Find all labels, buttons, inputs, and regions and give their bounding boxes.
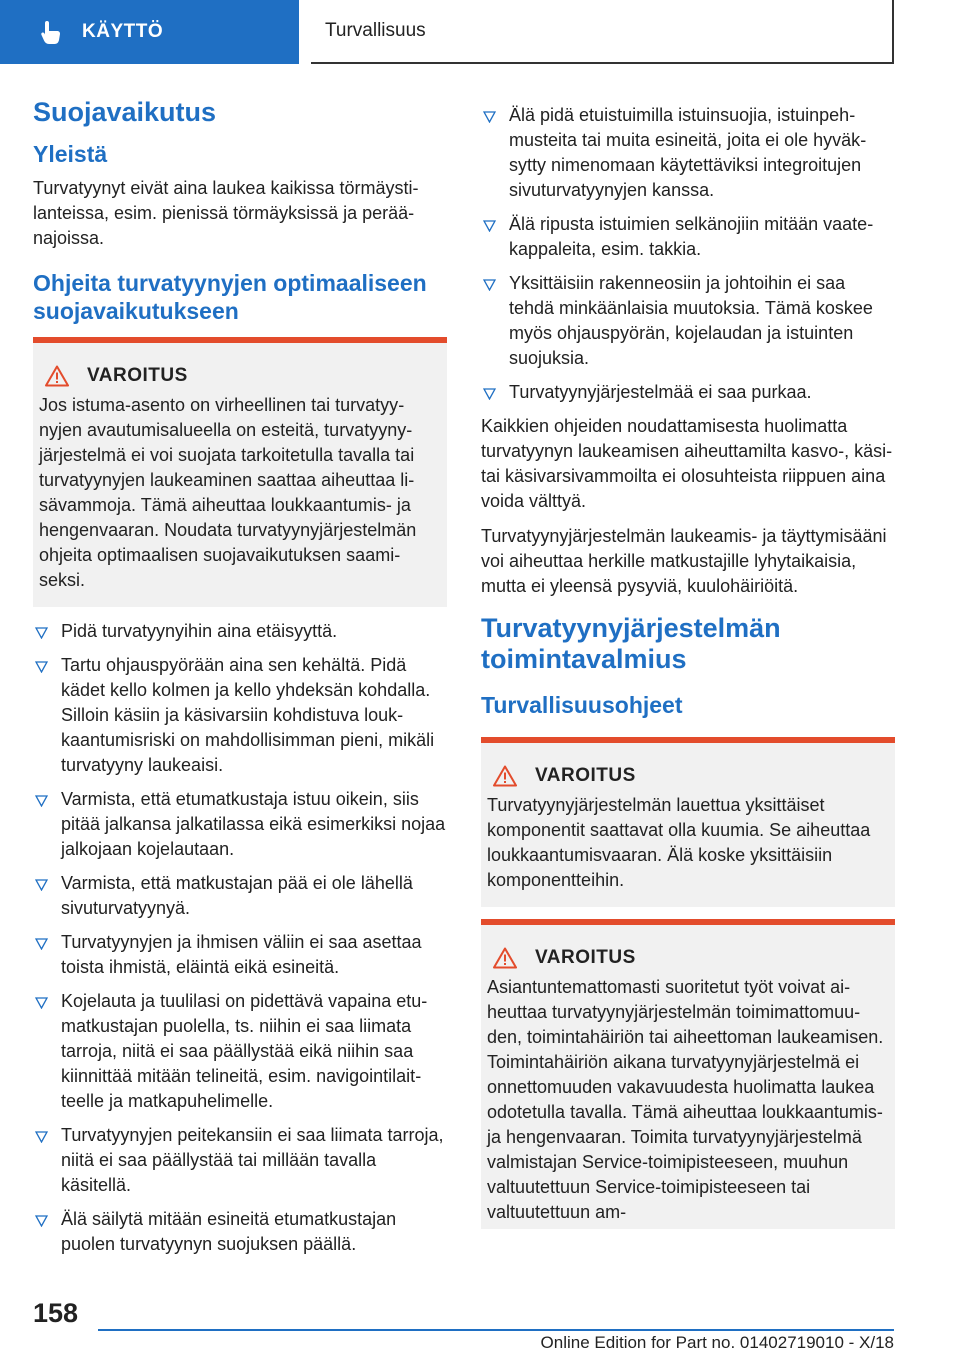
- list-item-text: Varmista, että matkustajan pää ei ole lähellä sivuturvatyynyä.: [61, 873, 413, 918]
- warning-title: VAROITUS: [87, 365, 188, 386]
- triangle-bullet-icon: [35, 879, 48, 891]
- list-item: [33, 989, 447, 1114]
- section-tab[interactable]: [0, 0, 299, 64]
- subsection-title-general: Yleistä: [33, 141, 108, 167]
- footer-divider: [98, 1329, 894, 1331]
- page-number: 158: [33, 1298, 79, 1328]
- triangle-bullet-icon: [35, 1131, 48, 1143]
- warning-title: VAROITUS: [535, 947, 636, 968]
- list-item: [33, 1123, 447, 1198]
- paragraph: Turvatyynyjärjestelmän laukeamis- ja täyttymisääni voi aiheuttaa herkille matkustajille lyhytaikaisia, mutta ei yleensä pysyviä, kuulohäiriöitä.: [481, 526, 887, 596]
- list-item: [33, 787, 447, 862]
- warning-box: [481, 919, 895, 1229]
- bullet-list: [33, 619, 447, 1257]
- warning-title: VAROITUS: [535, 765, 636, 786]
- list-item: [481, 380, 895, 405]
- subsection-title-safety: Turvallisuusohjeet: [481, 692, 683, 718]
- section-tab-label: KÄYTTÖ: [82, 21, 164, 42]
- warning-text: Asiantuntemattomasti suoritetut työt voivat aiheuttaa turvatyynyjärjestelmän toimimattomuuden, toimintahäiriön tai aiheettoman laukeamisen. Toimintahäiriön aikana turvatyynyjärjestelmä ei onnettomuuden vakavuudesta huolimatta laukea odotetulla tavalla. Tämä aiheuttaa loukkaantumis- ja hengenvaaran. Toimita turvatyynyjärjestelmä valmistajan Service-toimipisteeseen, muuhun valtuutettuun Service-toimipisteeseen tai valtuutettuun am-: [487, 977, 884, 1222]
- warning-triangle-icon: [493, 947, 517, 969]
- warning-box: [33, 337, 447, 607]
- section-title: Suojavaikutus: [33, 97, 217, 127]
- section-title: Turvatyynyjärjestelmän toimintavalmius: [481, 613, 781, 674]
- list-item: [33, 653, 447, 778]
- list-item-text: Turvatyynyjen ja ihmisen väliin ei saa asettaa toista ihmistä, eläintä eikä esineitä.: [61, 932, 422, 977]
- list-item-text: Turvatyynyjen peitekansiin ei saa liimata tarroja, niitä ei saa päällystää tai millään tavalla käsitellä.: [61, 1125, 444, 1195]
- warning-box: [481, 737, 895, 907]
- triangle-bullet-icon: [35, 627, 48, 639]
- list-item-text: Pidä turvatyynyihin aina etäisyyttä.: [61, 621, 338, 641]
- triangle-bullet-icon: [35, 795, 48, 807]
- breadcrumb: [311, 0, 894, 64]
- triangle-bullet-icon: [35, 938, 48, 950]
- warning-header: [39, 365, 439, 387]
- list-item: [481, 212, 895, 262]
- subsection-title-instructions: Ohjeita turvatyynyjen optimaaliseen suojavaikutukseen: [33, 270, 427, 324]
- triangle-bullet-icon: [35, 1215, 48, 1227]
- triangle-bullet-icon: [35, 997, 48, 1009]
- list-item-text: Kojelauta ja tuulilasi on pidettävä vapaina etumatkustajan puolella, ts. niihin ei saa liimata tarroja, niitä ei saa päällystää eikä niihin saa kiinnittää mitään telineitä, esim. navigointilaitteelle ja matkapuhelimelle.: [61, 991, 428, 1111]
- triangle-bullet-icon: [483, 220, 496, 232]
- right-column: [481, 103, 895, 1241]
- list-item: [481, 271, 895, 371]
- list-item-text: Älä säilytä mitään esineitä etumatkustajan puolen turvatyynyn suojuksen päällä.: [61, 1209, 397, 1254]
- breadcrumb-label: Turvallisuus: [325, 20, 426, 41]
- list-item: [481, 103, 895, 203]
- list-item: [33, 1207, 447, 1257]
- list-item-text: Älä pidä etuistuimilla istuinsuojia, istuinpehmusteita tai muita esineitä, joita ei ole hyväksytty nimenomaan käytettäviksi integroitujen sivuturvatyynyjen kanssa.: [509, 105, 867, 200]
- paragraph: Kaikkien ohjeiden noudattamisesta huolimatta turvatyynyn laukeamisen aiheuttamilta kasvo-, käsi- tai käsivarsivammoilta ei olosuhteista riippuen aina voida välttyä.: [481, 416, 893, 511]
- warning-header: [487, 765, 887, 787]
- triangle-bullet-icon: [483, 111, 496, 123]
- warning-triangle-icon: [493, 765, 517, 787]
- warning-triangle-icon: [45, 365, 69, 387]
- list-item: [33, 871, 447, 921]
- warning-text: Turvatyynyjärjestelmän lauettua yksittäiset komponentit saattavat olla kuumia. Se aiheuttaa loukkaantumisvaaran. Älä koske yksittäisiin komponentteihin.: [487, 795, 871, 890]
- list-item-text: Turvatyynyjärjestelmää ei saa purkaa.: [509, 382, 812, 402]
- triangle-bullet-icon: [483, 388, 496, 400]
- list-item-text: Yksittäisiin rakenneosiin ja johtoihin ei saa tehdä minkäänlaisia muutoksia. Tämä koskee myös ohjauspyörän, kojelaudan ja istuinten suojuksia.: [509, 273, 873, 368]
- list-item-text: Älä ripusta istuimien selkänojiin mitään vaatekappaleita, esim. takkia.: [509, 214, 874, 259]
- bullet-list: [481, 103, 895, 405]
- list-item-text: Varmista, että etumatkustaja istuu oikein, siis pitää jalkansa jalkatilassa eikä esimerkiksi nojaa jalkojaan kojelautaan.: [61, 789, 446, 859]
- list-item: [33, 930, 447, 980]
- list-item: [33, 619, 447, 644]
- pointing-hand-icon: [38, 19, 64, 45]
- footer-edition: Online Edition for Part no. 01402719010 - X/18: [540, 1333, 894, 1352]
- paragraph: Turvatyynyt eivät aina laukea kaikissa törmäystilanteissa, esim. pienissä törmäyksissä ja peräänajoissa.: [33, 178, 419, 248]
- warning-text: Jos istuma-asento on virheellinen tai turvatyynyjen avautumisalueella on esteitä, turvatyynyjärjestelmä ei voi suojata tarkoitetulla tavalla tai turvatyynyjen laukeaminen saattaa aiheuttaa lisävammoja. Tämä aiheuttaa loukkaantumis- ja hengenvaaran. Noudata turvatyynyjärjestelmän ohjeita optimaalisen suojavaikutuksen saamiseksi.: [39, 395, 417, 590]
- warning-header: [487, 947, 887, 969]
- triangle-bullet-icon: [35, 661, 48, 673]
- list-item-text: Tartu ohjauspyörään aina sen kehältä. Pidä kädet kello kolmen ja kello yhdeksän kohdalla. Silloin käsiin ja käsivarsiin kohdistuva loukkaantumisriski on mahdollisimman pieni, mikäli turvatyyny laukeaisi.: [61, 655, 435, 775]
- left-column: [33, 96, 447, 1266]
- triangle-bullet-icon: [483, 279, 496, 291]
